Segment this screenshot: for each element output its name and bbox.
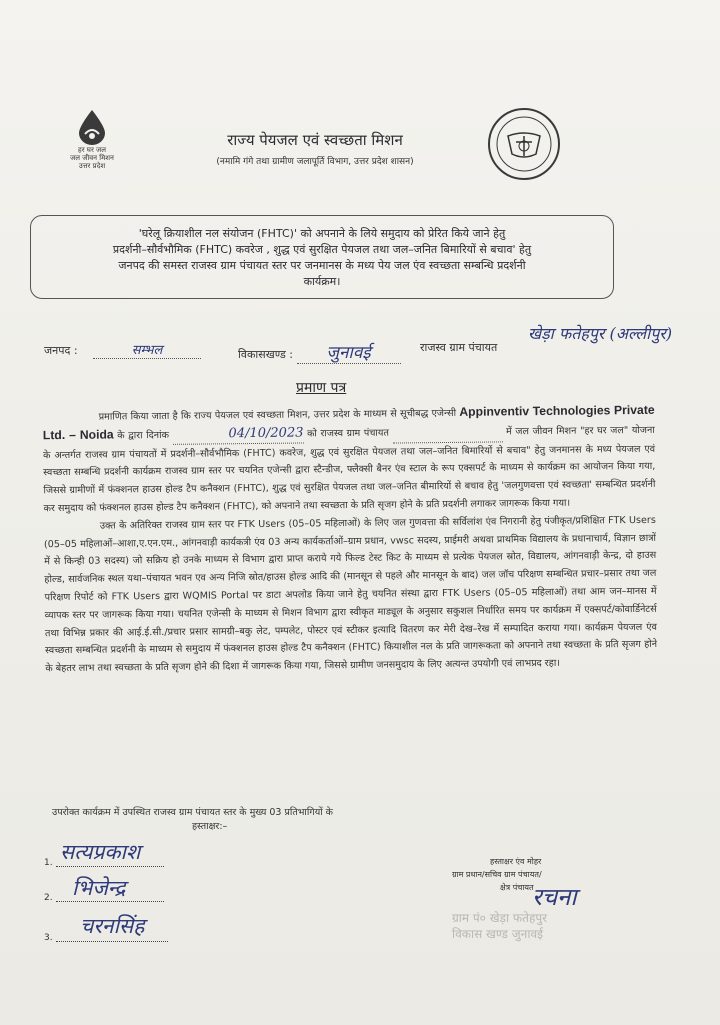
panchayat-value: खेड़ा फतेहपुर (अल्लीपुर): [528, 324, 673, 343]
authority-signature: रचना: [532, 883, 577, 911]
faded-official-stamp: [452, 910, 547, 942]
har-ghar-jal-logo: [62, 108, 122, 170]
block-field: [238, 340, 401, 364]
logo-tag-line-3: उत्तर प्रदेश: [78, 162, 106, 170]
district-label: जनपद :: [44, 344, 78, 357]
mission-title: राज्य पेयजल एवं स्वच्छता मिशन: [227, 131, 403, 149]
participant-number-2: 2.: [44, 893, 53, 903]
faded-stamp-line-1: ग्राम पं० खेड़ा फतेहपुर: [452, 911, 548, 925]
body-p1-intro: प्रमाणित किया जाता है कि राज्य पेयजल एवं स्वच्छता मिशन, उत्तर प्रदेश के माध्यम से सूचीबद्ध एजेन्सी: [98, 407, 457, 423]
body-p2: उक्त के अतिरिक्त राजस्व ग्राम स्तर पर FTK Users (05–05 महिलाओं) के लिए जल गुणवत्ता की सर्विलांश एंव निगरानी हेतु पंजीकृत/प्रशिक्षित FTK Users (05–05 महिलाओं–आशा,ए.एन.एम., आंगनवाड़ी कार्यकत्री एंव 03 अन्य कार्यकर्ताओं–ग्राम प्रधान, vwsc सदस्य, प्राईमरी अथवा प्राथमिक विद्यालय के प्रधानाचार्य, विज्ञान छात्रों में से किन्ही 03 सदस्य) जो सक्रिय हो उनके माध्यम से विभाग द्वारा प्राप्त कराये गये फिल्ड टेस्ट किट के माध्यम से प्रत्येक पेयजल स्रोत, विद्यालय, आंगनवाड़ी केन्द्र, दो हाउस होल्ड, सार्वजनिक स्थल यथा–पंचायत भवन एव अन्य निजि स्रोत/हाउस होल्ड आदि की (मानसून से पहले और मानसून के बाद) जल जॉच परिक्षण सम्बन्धित प्रचार–प्रसार तथा जल परिक्षण रिपोर्ट को FTK Users द्वारा WQMIS Portal पर डाटा अपलोड किया जाने हेतु चयनित संस्था द्वारा FTK Users (05–05 महिलाओं) तथा आम जन–मानस में व्यापक स्तर पर जागरूक किया गया। चयनित एजेन्सी के माध्यम से मिशन विभाग द्वारा स्वीकृत माड्यूल के अनुसार सकुशल निर्धारित समय पर कार्यक्रम में एक्सपर्ट/कोवार्डिनेटर्स तथा विभिन्न प्रकार की आई.ई.सी./प्रचार प्रसार सामग्री–बकु लेट, पम्पलेट, पोस्टर एवं स्टीकर इत्यादि वितरण कर मेरी देख–रेख में सम्पादित कराया गया। कार्यक्रम पेयजल एंव स्वच्छता सम्बन्धित प्रदर्शनी के माध्यम से समुदाय में फंक्शनल हाउस होल्ड टैप कनैक्शन (FHTC) कियाशील नल के प्रति जागरूकता को अपनाने तथा स्वच्छता के प्रति सृजग होने के बेहतर लाभ तथा स्वच्छता के प्रति सृजग होने की दिशा में जागरूक किया गया, जिससे ग्रामीण जनसमुदाय के लिए अत्यन्त उपयोगी एवं लाभप्रद रहा।: [43, 514, 658, 675]
certificate-body: [43, 402, 658, 678]
programme-date: 04/10/2023: [172, 424, 303, 444]
water-drop-icon: [75, 108, 109, 146]
participants-line-2: हस्ताक्षर:–: [192, 821, 228, 832]
body-p1-date-label: के द्वारा दिनांक: [117, 429, 170, 442]
panchayat-label: राजस्व ग्राम पंचायत: [420, 341, 498, 354]
certificate-title: प्रमाण पत्र: [296, 380, 347, 396]
participant-signature-3: चरनसिंह: [80, 914, 145, 938]
participant-signature-2: भिजेन्द्र: [72, 876, 126, 900]
stamp-line-3: क्षेत्र पंचायत: [500, 883, 534, 892]
participants-line-1: उपरोक्त कार्यक्रम में उपस्थित राजस्व ग्राम पंचायत स्तर के मुख्य 03 प्रतिभागियों के: [52, 807, 333, 818]
block-value: जुनावई: [326, 343, 371, 363]
participant-number-3: 3.: [44, 933, 53, 943]
stamp-line-2: ग्राम प्रधान/सचिव ग्राम पंचायत/: [452, 870, 542, 879]
district-value: सम्भल: [131, 343, 163, 358]
participants-heading: [52, 806, 452, 834]
department-subtitle: (नमामि गंगे तथा ग्रामीण जलापूर्ति विभाग, उत्तर प्रदेश शासन): [216, 157, 414, 167]
banner-line-1: 'घरेलू क्रियाशील नल संयोजन (FHTC)' को अपनाने के लिये समुदाय को प्रेरित किये जाने हेतु: [138, 227, 506, 240]
panchayat-blank: [392, 423, 502, 443]
agency-name: Appinventiv Technologies Private Ltd. – Noida: [42, 402, 655, 443]
banner-line-3: जनपद की समस्त राजस्व ग्राम पंचायत स्तर पर जनमानस के मध्य पेय जल एंव स्वच्छता सम्बन्धि प्रदर्शनी: [118, 259, 526, 272]
participant-number-1: 1.: [44, 858, 53, 868]
banner-line-4: कार्यक्रम।: [303, 275, 341, 288]
body-p1-text: में जल जीवन मिशन "हर घर जल" योजना के अन्तर्गत राजस्व ग्राम पंचायतों में प्रदर्शनी–सौर्वभौमिक (FHTC) कवरेज, शुद्ध एवं सुरक्षित पेयजल तथा जल–जनित बिमारियों से बचाव" हेतु जनमानस के मध्य पेयजल एवं स्वच्छता सम्बन्धि प्रदर्शनी कार्यक्रम राजस्व ग्राम स्तर पर चयनित एजेन्सी द्वारा स्टैन्डीज, फ्लैक्सी बैनर एंव स्टाल के रूप एक्सपर्ट के माध्यम से कार्यक्रम का आयोजन किया गया, जिससे ग्रामीणों में फंक्शनल हाउस होल्ड टैप कनैक्शन (FHTC), शुद्ध एवं सुरक्षित पेयजल तथा जल–जनित बीमारियों से बचाव हेतु 'जलगुणवत्ता एवं स्वच्छता' सम्बन्धित प्रदर्शनी कर समुदाय को फंक्शनल हाउस होल्ड टैप कनैक्शन (FHTC), को अपनाने तथा स्वच्छता के प्रति सृजग होने के प्रति प्रदर्शनी लगाकर जागरूक किया गया।: [43, 424, 656, 515]
banner-line-2: प्रदर्शनी–सौर्वभौमिक (FHTC) कवरेज , शुद्ध एवं सुरक्षित पेयजल तथा जल–जनित बिमारियों से बचाव' हेतु: [112, 243, 532, 256]
up-government-seal-icon: [486, 106, 562, 182]
logo-tag-line-2: जल जीवन मिशन: [70, 154, 114, 162]
stamp-line-1: हस्ताक्षर एंव मोहर: [490, 857, 542, 866]
block-label: विकासखण्ड :: [238, 348, 294, 361]
faded-stamp-line-2: विकास खण्ड जुनावई: [452, 927, 544, 941]
authority-stamp-label: [452, 855, 542, 894]
programme-banner: [30, 215, 614, 299]
participant-signature-1: सत्यप्रकाश: [60, 840, 141, 864]
panchayat-field: [420, 340, 497, 355]
logo-tag-line-1: हर घर जल: [78, 146, 106, 154]
district-field: [44, 340, 201, 359]
body-p1-panchayat-label: को राजस्व ग्राम पंचायत: [306, 427, 389, 440]
